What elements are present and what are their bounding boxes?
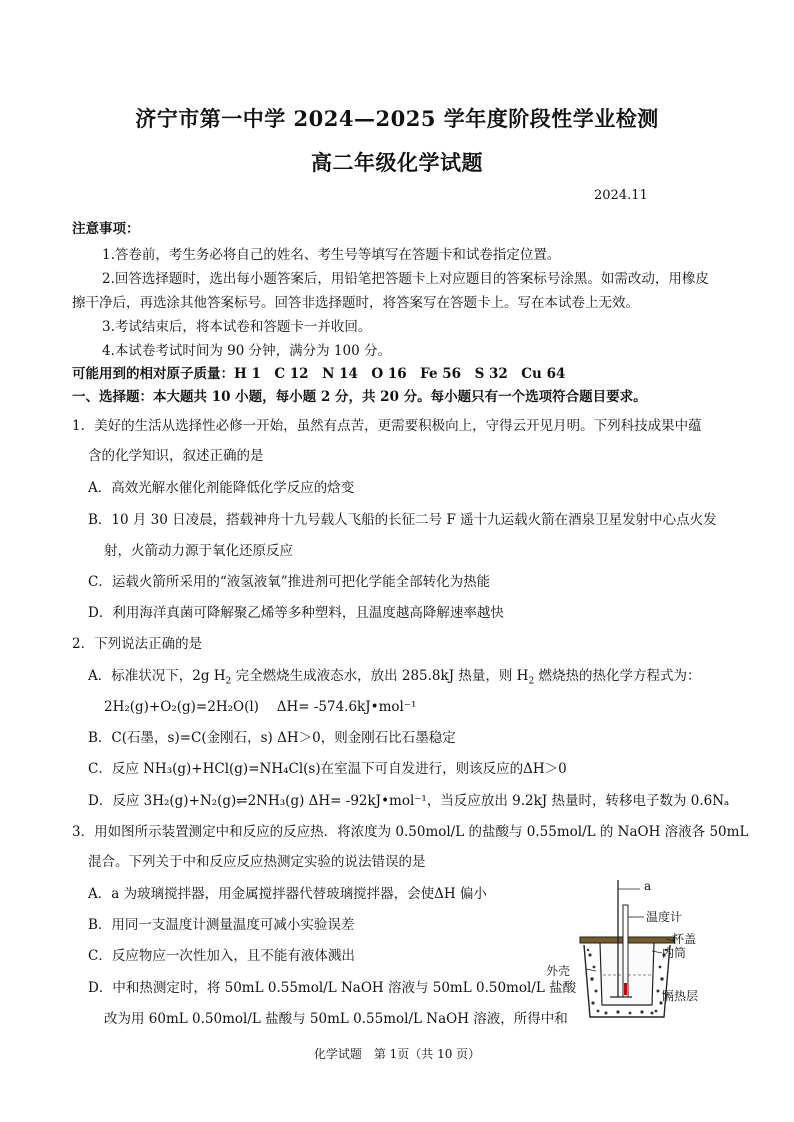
q2-a-sub-2: 2 [528, 676, 535, 687]
q1-option-b-line2: 射，火箭动力源于氧化还原反应 [104, 543, 293, 559]
figure-label-a: a [644, 879, 652, 893]
q2-option-a-equation: 2H₂(g)+O₂(g)=2H₂O(l) ΔH= -574.6kJ•mol⁻¹ [104, 699, 417, 715]
figure-label-lid: 杯盖 [672, 932, 697, 946]
q3-stem-line2: 混合。下列关于中和反应反应热测定实验的说法错误的是 [88, 854, 426, 870]
notice-heading: 注意事项： [72, 221, 140, 237]
q2-a-sub-1: 2 [225, 676, 232, 687]
thermometer-bulb [624, 983, 627, 995]
q1-option-c: C．运载火箭所采用的“液氢液氧”推进剂可把化学能全部转化为热能 [88, 574, 491, 590]
q3-option-d-line2: 改为用 60mL 0.50mol/L 盐酸与 50mL 0.55mol/L NaOH 溶液，所得中和 [104, 1011, 568, 1027]
q2-stem: 2．下列说法正确的是 [72, 636, 203, 652]
q1-option-d: D．利用海洋真菌可降解聚乙烯等多种塑料，且温度越高降解速率越快 [88, 605, 504, 621]
figure-label-thermometer: 温度计 [646, 910, 683, 924]
notice-item-1: 1.答卷前，考生务必将自己的姓名、考生号等填写在答题卡和试卷指定位置。 [102, 247, 561, 263]
q2-a-text-3: 燃烧热的热化学方程式为： [534, 668, 701, 684]
page-title: 济宁市第一中学 2024—2025 学年度阶段性学业检测 [135, 106, 659, 131]
q1-stem-line1: 1．美好的生活从选择性必修一开始，虽然有点苦，更需要积极向上，守得云开见月明。下列科技成果中蕴 [72, 418, 702, 434]
page-footer: 化学试题 第 1页（共 10 页） [313, 1047, 481, 1061]
q1-stem-line2: 含的化学知识，叙述正确的是 [88, 448, 264, 464]
q3-option-b: B．用同一支温度计测量温度可减小实验误差 [88, 917, 355, 933]
figure-label-inner-cup: 内筒 [662, 946, 687, 960]
notice-item-4: 4.本试卷考试时间为 90 分钟，满分为 100 分。 [102, 343, 391, 359]
q2-option-a [88, 667, 701, 685]
notice-item-2: 2.回答选择题时，选出每小题答案后，用铅笔把答题卡上对应题目的答案标号涂黑。如需改动，用橡皮 [102, 271, 709, 287]
q1-option-b-line1: B．10 月 30 日凌晨，搭载神舟十九号载人飞船的长征二号 F 遥十九运载火箭在酒泉卫星发射中心点火发 [88, 512, 717, 528]
notice-item-3: 3.考试结束后，将本试卷和答题卡一并收回。 [102, 319, 372, 335]
exam-date: 2024.11 [594, 188, 648, 203]
notice-item-2-cont: 擦干净后，再选涂其他答案标号。回答非选择题时，将答案写在答题卡上。写在本试卷上无效。 [72, 295, 639, 311]
q2-option-d: D．反应 3H₂(g)+N₂(g)⇌2NH₃(g) ΔH= -92kJ•mol⁻¹，当反应放出 9.2kJ 热量时，转移电子数为 0.6Nₐ [88, 793, 730, 809]
q3-option-d-line1: D．中和热测定时，将 50mL 0.55mol/L NaOH 溶液与 50mL 0.50mol/L 盐酸 [88, 980, 577, 996]
section1-heading: 一、选择题：本大题共 10 小题，每小题 2 分，共 20 分。每小题只有一个选项符合题目要求。 [72, 389, 647, 405]
figure-label-insulation: 隔热层 [662, 989, 699, 1003]
q3-option-c: C．反应物应一次性加入，且不能有液体溅出 [88, 948, 355, 964]
q2-option-b: B．C(石墨，s)=C(金刚石，s) ΔH＞0，则金刚石比石墨稳定 [88, 730, 456, 746]
q3-stem-line1: 3．用如图所示装置测定中和反应的反应热．将浓度为 0.50mol/L 的盐酸与 0.55mol/L 的 NaOH 溶液各 50mL [72, 824, 749, 840]
q2-a-text-2: 完全燃烧生成液态水，放出 285.8kJ 热量，则 H [231, 668, 529, 684]
q2-a-text-1: A．标准状况下，2g H [88, 668, 226, 684]
q3-option-a: A．a 为玻璃搅拌器，用金属搅拌器代替玻璃搅拌器，会使ΔH 偏小 [88, 886, 487, 902]
figure-label-outer-shell: 外壳 [546, 964, 571, 978]
atomic-masses: 可能用到的相对原子质量：H 1 C 12 N 14 O 16 Fe 56 S 32 Cu 64 [72, 366, 566, 382]
page-subtitle: 高二年级化学试题 [311, 150, 483, 175]
q1-option-a: A．高效光解水催化剂能降低化学反应的焓变 [88, 480, 355, 496]
q2-option-c: C．反应 NH₃(g)+HCl(g)=NH₄Cl(s)在室温下可自发进行，则该反应的ΔH＞0 [88, 761, 567, 777]
